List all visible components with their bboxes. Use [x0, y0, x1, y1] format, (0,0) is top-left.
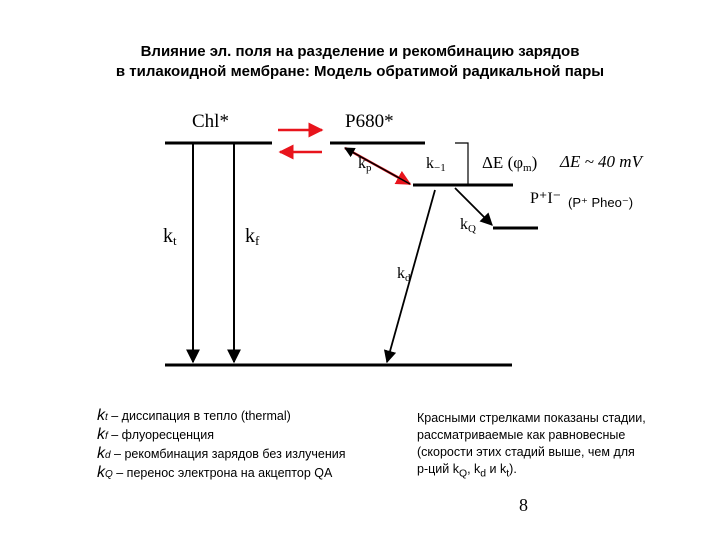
chl-label: Chl*	[192, 111, 229, 132]
kd-k: k	[397, 265, 405, 282]
legend-kd-text: – рекомбинация зарядов без излучения	[110, 447, 346, 461]
kq-k: k	[460, 216, 468, 233]
line4-end: ).	[509, 462, 517, 476]
legend-kt-text: – диссипация в тепло (thermal)	[107, 409, 291, 423]
legend-kf-sym: k	[97, 426, 105, 443]
kt-k: k	[163, 225, 173, 247]
k-1-label	[426, 155, 446, 174]
legend-right-line4	[417, 461, 707, 483]
line4-pre: р-ций k	[417, 462, 459, 476]
legend-item-kd	[97, 445, 397, 464]
kt-label	[163, 225, 177, 248]
delta-e-sub: m	[523, 162, 532, 174]
legend-kf-sub: f	[105, 431, 108, 442]
legend-kd-sub: d	[105, 450, 111, 461]
kd-label	[397, 265, 411, 284]
k-1-k: k	[426, 155, 434, 172]
line4-d: d	[480, 468, 487, 480]
legend-left	[97, 407, 397, 483]
legend-kq-sym: k	[97, 464, 105, 481]
pi-label: P⁺I⁻	[530, 190, 562, 207]
kd-arrow	[387, 190, 435, 362]
legend-kq-text: – перенос электрона на акцептор QA	[112, 466, 333, 480]
kp-label	[358, 155, 372, 174]
line4-q: Q	[458, 468, 468, 480]
legend-right-line2: рассматриваемые как равновесные	[417, 428, 626, 442]
legend-kf-text: – флуоресценция	[107, 428, 214, 442]
page-number: 8	[519, 495, 528, 515]
legend-item-kf	[97, 426, 397, 445]
line4-mid: , k	[467, 462, 481, 476]
k-1-arrow	[345, 148, 410, 184]
pheo-label: (P⁺ Pheo⁻)	[568, 195, 634, 210]
kp-k: k	[358, 155, 366, 172]
delta-e-close: )	[531, 153, 538, 172]
line4-and: и k	[486, 462, 507, 476]
legend-kd-sym: k	[97, 445, 105, 462]
legend-kq-sub: Q	[105, 469, 113, 480]
kq-label	[460, 216, 476, 235]
delta-e-value: ΔE ~ 40 mV	[560, 152, 642, 171]
kf-k: k	[245, 225, 255, 247]
kf-label	[245, 225, 260, 248]
kq-sub: Q	[468, 223, 476, 235]
legend-right	[417, 410, 707, 483]
kp-sub: p	[366, 162, 372, 174]
title-line-1: Влияние эл. поля на разделение и рекомбинацию зарядов	[140, 43, 580, 60]
title-line-2: в тилакоидной мембране: Модель обратимой радикальной пары	[115, 63, 605, 80]
legend-right-line1: Красными стрелками показаны стадии,	[417, 411, 646, 425]
delta-e-text: ΔE (φ	[482, 153, 524, 172]
delta-e-label	[482, 153, 537, 174]
legend-item-kq	[97, 464, 397, 483]
p680-label: P680*	[345, 111, 394, 132]
kd-sub: d	[405, 272, 411, 284]
kt-sub: t	[173, 233, 177, 248]
k-1-sub: −1	[434, 162, 446, 174]
legend-item-kt	[97, 407, 397, 426]
kf-sub: f	[255, 233, 260, 248]
line4-t: t	[506, 468, 510, 480]
legend-kt-sym: k	[97, 407, 105, 424]
legend-kt-sub: t	[105, 412, 108, 423]
legend-right-line3: (скорости этих стадий выше, чем для	[417, 445, 635, 459]
delta-e-bracket	[455, 143, 468, 185]
